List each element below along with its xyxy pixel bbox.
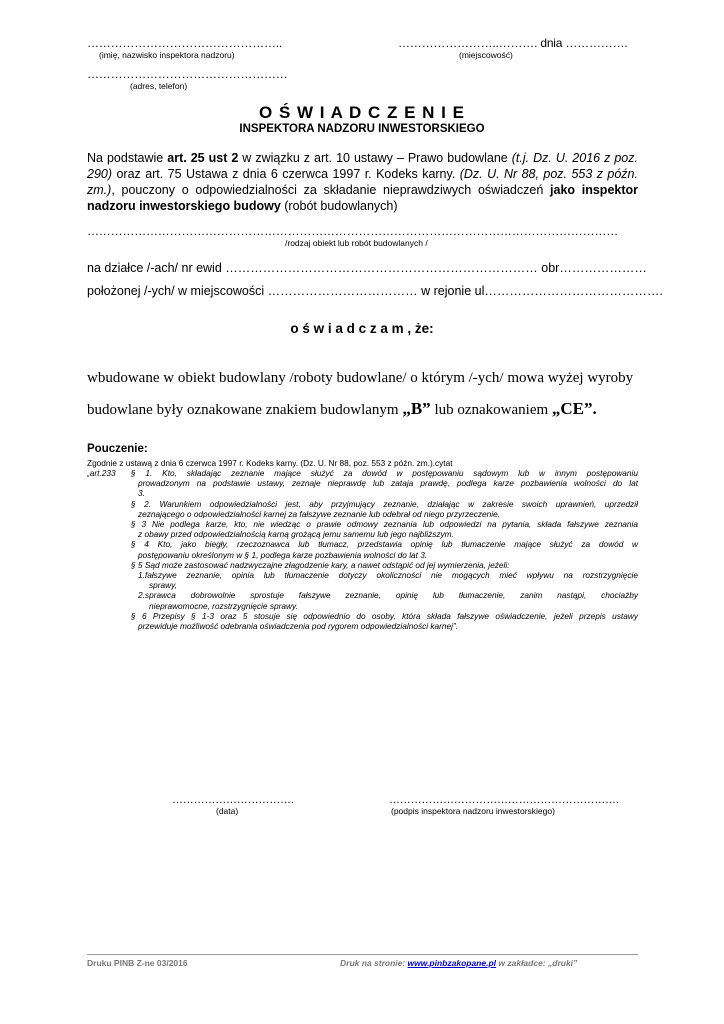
notice-line: § 4 Kto, jako biegły, rzeczoznawca lub tłumacz, przedstawia opinię lub tłumaczenie mające służyć za dowód w xyxy=(131,539,638,550)
notice-line: § 6 Przepisy § 1-3 oraz 5 stosuje się odpowiednio do osoby, która składa fałszywe oświadczenie, jeżeli przepis ustawy xyxy=(131,610,638,621)
document-title: O Ś W I A D C Z E N I E xyxy=(259,103,465,122)
notice-body xyxy=(131,468,638,631)
notice-source: Zgodnie z ustawą z dnia 6 czerwca 1997 r. Kodeks karny. (Dz. U. Nr 88, poz. 553 z późn. zm.).cytat xyxy=(87,458,453,468)
rejon-dots: ……………………………………. xyxy=(484,284,663,298)
notice-line: zeznającego o odpowiedzialności karnej za fałszywe zeznanie lub odebrał od niego przyrzeczenie. xyxy=(138,508,501,519)
notice-line: § 1. Kto, składając zeznanie mające służyć za dowód w postępowaniu sądowym lub w innym postępowaniu xyxy=(131,468,638,478)
notice-line: prowadzonym na podstawie ustawy, zeznaje nieprawdę lub zataja prawdę, podlega karze pozbawienia wolności do lat xyxy=(138,478,638,489)
signature-date-caption: (data) xyxy=(216,806,239,816)
mark-b: „B” xyxy=(402,399,431,418)
location-label: położonej /-ych/ w miejscowości xyxy=(87,284,265,298)
obr-label: obr xyxy=(541,261,560,275)
notice-line: § 3 Nie podlega karze, kto, nie wiedząc o prawie odmowy zeznania lub odpowiedzi na pytania, składa fałszywe zeznania xyxy=(131,519,638,530)
footer-link[interactable]: www.pinbzakopane.pl xyxy=(407,958,497,968)
plot-line xyxy=(87,261,647,275)
declare-line-1: wbudowane w obiekt budowlany /roboty budowlane/ o którym /-ych/ mowa wyżej wyroby xyxy=(87,370,634,386)
plot-dots: ………………………………………………………………… xyxy=(225,261,538,275)
notice-line: sprawy, xyxy=(149,580,177,591)
mark-ce: „CE”. xyxy=(551,399,597,418)
notice-line: 3. xyxy=(138,488,145,499)
obr-dots: ………………… xyxy=(559,261,647,275)
notice-line: nieprawomocne, rozstrzygnięcie sprawy. xyxy=(149,600,298,611)
notice-art: „art.233 xyxy=(87,468,116,478)
place-date-line xyxy=(398,36,628,50)
object-dots: ……………………………………………………………………………………………………………………… xyxy=(87,224,619,238)
document-subtitle: INSPEKTORA NADZORU INWESTORSKIEGO xyxy=(239,123,485,135)
location-dots: ……………………………… xyxy=(267,284,418,298)
notice-line: § 2. Warunkiem odpowiedzialności jest, aby przyjmujący zeznanie, działając w zakresie swoich uprawnień, uprzedził xyxy=(131,498,638,509)
notice-line: § 5 Sąd może zastosować nadzwyczajne złagodzenie kary, a nawet odstąpić od jej wymierzenia, jeżeli: xyxy=(131,559,510,570)
notice-line: przewiduje możliwość odebrania oświadczenia pod rygorem odpowiedzialności karnej”. xyxy=(138,621,459,632)
notice-line: z obawy przed odpowiedzialnością karną grożącą jemu samemu lub jego najbliższym. xyxy=(138,529,454,540)
place-caption: (miejscowość) xyxy=(459,50,513,60)
plot-label: na działce /-ach/ nr ewid xyxy=(87,261,222,275)
notice-line: 1.fałszywe zeznanie, opinia lub tłumaczenie dotyczy okoliczności nie mogących mieć wpływu na rozstrzygnięcie xyxy=(138,570,638,581)
location-line xyxy=(87,284,663,298)
declare-heading: o ś w i a d c z a m , że: xyxy=(290,321,434,336)
footer-right: Druk na stronie: www.pinbzakopane.pl w zakładce: „druki” xyxy=(340,958,578,968)
footer-left: Druku PINB Z-ne 03/2016 xyxy=(87,958,188,968)
name-caption: (imię, nazwisko inspektora nadzoru) xyxy=(99,50,235,60)
address-dots: …………………………………………… xyxy=(87,67,288,81)
notice-heading: Pouczenie: xyxy=(87,443,148,455)
notice-line: postępowaniu określonym w § 1, podlega karze pozbawienia wolności do lat 3. xyxy=(138,549,428,560)
address-caption: (adres, telefon) xyxy=(130,81,188,91)
name-dots: ………………………………………….. xyxy=(87,36,283,50)
object-caption: /rodzaj obiekt lub robót budowlanych / xyxy=(285,238,428,248)
place-dots: ……………………..………. xyxy=(398,36,538,50)
footer-divider xyxy=(87,954,638,955)
signature-date-dots: ……………………………. xyxy=(172,794,294,806)
signature-sign-caption: (podpis inspektora nadzoru inwestorskiego) xyxy=(391,806,555,816)
intro-paragraph: Na podstawie art. 25 ust 2 w związku z art. 10 ustawy – Prawo budowlane (t.j. Dz. U. 2016 z poz. 290) oraz art. 75 Ustawa z dnia 6 czerwca 1997 r. Kodeks karny. (Dz. U. Nr 88, poz. 553 z późn. zm.), pouczony o odpowiedzialności za składanie nieprawdziwych oświadczeń jako inspektor nadzoru inwestorskiego budowy (robót budowlanych) xyxy=(87,151,639,213)
signature-sign-dots: ………………………………………………………. xyxy=(389,794,619,806)
date-dots: ……………. xyxy=(565,36,628,50)
rejon-label: w rejonie ul xyxy=(421,284,485,298)
declare-line-2: budowlane były oznakowane znakiem budowlanym „B” lub oznakowaniem „CE”. xyxy=(87,399,597,418)
dnia-label: dnia xyxy=(540,36,563,50)
notice-line: 2.sprawca dobrowolnie sprostuje fałszywe zeznanie, opinię lub tłumaczenie, zanim nastąpi, chociażby xyxy=(138,590,638,601)
